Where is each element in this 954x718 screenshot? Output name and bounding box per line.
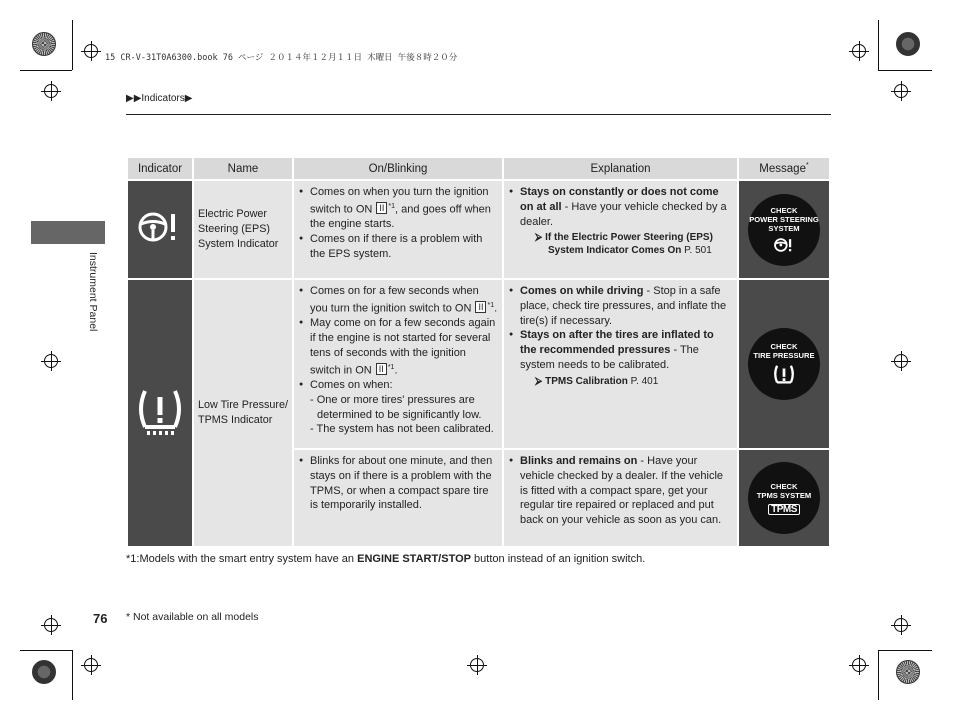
- footnote-ref: *1: [487, 301, 495, 309]
- table-row-eps: [128, 181, 829, 278]
- tpms-indicator-cell: [128, 280, 192, 546]
- footnote1-post: button instead of an ignition switch.: [471, 553, 646, 565]
- tpms-on-b-pre: May come on for a few seconds again if the engine is not started for several tens of seconds with the ignition switch in ON: [310, 317, 496, 377]
- table-header-row: [128, 158, 829, 179]
- list-item: [310, 185, 498, 232]
- sub-item: - The system has not been calibrated.: [310, 423, 494, 436]
- tpms-name: Low Tire Pressure/ TPMS Indicator: [194, 280, 292, 546]
- eps-on-1-post: , and goes off when the engine starts.: [310, 203, 491, 231]
- eps-warning-icon: [771, 236, 797, 254]
- header-explanation: Explanation: [504, 158, 737, 179]
- footnote-ref: *1: [387, 363, 395, 371]
- tpms-expl-a-bold: Comes on while driving: [520, 285, 644, 297]
- list-item: [310, 378, 498, 437]
- tpms-system-message-display: [748, 462, 820, 534]
- tpms-on-b-post: .: [394, 364, 398, 377]
- header-name: Name: [194, 158, 292, 179]
- list-item: [310, 284, 498, 316]
- tpms-expl2-bold: Blinks and remains on: [520, 455, 638, 467]
- eps-explanation: [504, 181, 737, 278]
- eps-warning-icon: [137, 207, 183, 247]
- header-rule: [126, 114, 831, 115]
- print-header: 15 CR-V-31T0A6300.book 76 ページ ２０１４年１２月１１日 木曜日 午後８時２０分: [105, 53, 458, 63]
- footnote-ref: *1: [388, 202, 396, 210]
- list-item: [520, 185, 733, 257]
- msg-line: SYSTEM: [768, 223, 800, 233]
- msg-line: POWER STEERING: [749, 214, 819, 224]
- tpms-expl-b-text: - The system needs to be calibrated.: [520, 344, 699, 371]
- msg-line: TIRE PRESSURE: [753, 350, 815, 360]
- header-indicator: Indicator: [128, 158, 192, 179]
- ignition-key-icon: II: [475, 301, 486, 313]
- tpms-on-a-pre: Comes on for a few seconds when you turn the ignition switch to ON: [310, 285, 479, 315]
- header-message-label: Message: [759, 162, 806, 175]
- section-tab: [31, 221, 105, 244]
- list-item: [520, 454, 733, 528]
- tpms-on-a-post: .: [494, 302, 498, 315]
- list-item: ● Blinks for about one minute, and then stays on if there is a problem with the TPMS, or when a compact spare tire is temporarily installed.: [310, 454, 498, 513]
- eps-indicator-cell: [128, 181, 192, 278]
- tpms-system-message-cell: [739, 450, 829, 546]
- low-tire-pressure-icon: [772, 363, 796, 387]
- ignition-footnote: [126, 553, 645, 565]
- tpms-expl-a-text: - Stop in a safe place, check tire pressures, and inflate the tire(s) if necessary.: [520, 285, 727, 327]
- ignition-key-icon: II: [376, 363, 387, 375]
- eps-name: Electric Power Steering (EPS) System Indicator: [194, 181, 292, 278]
- eps-expl-text: - Have your vehicle checked by a dealer.: [520, 200, 727, 228]
- msg-line: CHECK: [770, 481, 798, 491]
- msg-line: CHECK: [770, 205, 798, 215]
- eps-ref-title: If the Electric Power Steering (EPS) System Indicator Comes On: [545, 232, 713, 257]
- section-side-label: Instrument Panel: [87, 252, 99, 332]
- tpms-explanation: [504, 280, 737, 448]
- eps-message-cell: [739, 181, 829, 278]
- reference-arrow-icon: ⮚: [535, 232, 543, 244]
- table-row-tpms-on: [128, 280, 829, 448]
- list-item: [520, 328, 733, 387]
- indicator-table: [126, 156, 831, 548]
- tpms-ref-page: P. 401: [627, 375, 659, 387]
- tire-pressure-message-display: [748, 328, 820, 400]
- reference-arrow-icon: ⮚: [535, 375, 543, 387]
- tpms-on-c: Comes on when:: [310, 379, 393, 392]
- tpms-badge-icon: TPMS: [768, 504, 800, 515]
- low-tire-pressure-icon: [135, 385, 185, 437]
- header-message-star: *: [805, 162, 809, 170]
- eps-expl-bold: Stays on constantly or does not come on at all: [520, 186, 719, 213]
- eps-page-reference[interactable]: [535, 231, 733, 257]
- eps-message-display: [748, 194, 820, 266]
- list-item: ● Comes on if there is a problem with the EPS system.: [310, 232, 498, 262]
- tpms-blinking: [294, 450, 502, 546]
- header-on-blinking: On/Blinking: [294, 158, 502, 179]
- availability-footnote: * Not available on all models: [126, 611, 259, 623]
- footnote1-pre: *1:Models with the smart entry system have an: [126, 553, 358, 565]
- tpms-expl-b-bold: Stays on after the tires are inflated to the recommended pressures: [520, 329, 714, 357]
- tpms-on-blinking: [294, 280, 502, 448]
- footnote1-bold: ENGINE START/STOP: [357, 553, 471, 565]
- header-message: [739, 158, 829, 179]
- tpms-page-reference[interactable]: [535, 375, 733, 388]
- msg-line: TPMS SYSTEM: [756, 490, 812, 500]
- eps-on-1-pre: Comes on when you turn the ignition switch to ON: [310, 186, 489, 216]
- msg-line: CHECK: [770, 341, 798, 351]
- eps-ref-page: P. 501: [681, 245, 712, 257]
- breadcrumb: ▶▶Indicators▶: [126, 93, 193, 104]
- page-number: 76: [93, 611, 108, 626]
- tpms-blink-explanation: [504, 450, 737, 546]
- tpms-ref-title: TPMS Calibration: [545, 375, 628, 387]
- tpms-message-cell: [739, 280, 829, 448]
- sub-item: - One or more tires' pressures are determined to be significantly low.: [310, 393, 482, 421]
- eps-on-blinking: [294, 181, 502, 278]
- list-item: [310, 316, 498, 378]
- list-item: [520, 284, 733, 328]
- tpms-expl2-text: - Have your vehicle checked by a dealer. If the vehicle is fitted with a compact spare, get your regular tire repaired or replaced and put back on your vehicle as soon as you can.: [520, 455, 724, 527]
- ignition-key-icon: II: [376, 202, 387, 214]
